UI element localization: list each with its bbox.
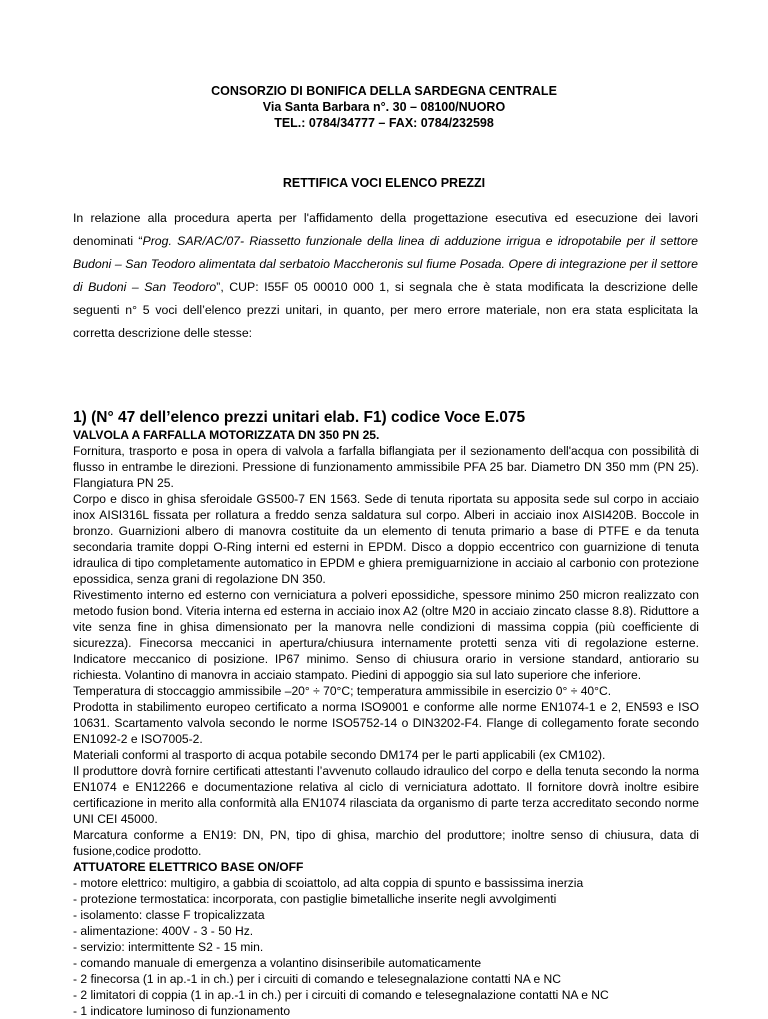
list-item: - 2 limitatori di coppia (1 in ap.-1 in ch.) per i circuiti di comando e telesegnalazione contatti NA e NC [73,988,609,1002]
paragraph: Corpo e disco in ghisa sferoidale GS500-7 EN 1563. Sede di tenuta riportata su apposita sede sul corpo in acciaio inox AISI316L fissata per rollatura a freddo senza saldatura sul corpo. Alberi in acciaio inox AISI420B. Boccole in bronzo. Guarnizioni albero di manovra costituite da un elemento di tenuta primario a base di PTFE e da tenuta secondaria tramite doppi O-Ring interni ed esterni in EPDM. Disco a doppio eccentrico con guarnizione di tenuta idraulica di tipo completamente automatico in EPDM e ghiera premiguarnizione in acciaio al carbonio con protezione epossidica, senza grani di regolazione DN 350. [73,492,699,586]
paragraph: Temperatura di stoccaggio ammissibile –20° ÷ 70°C; temperatura ammissibile in esercizio 0° ÷ 40°C. [73,684,612,698]
intro-text-start: In relazione alla procedura aperta per l'affidamento della progettazione esecutiva ed esecuzione dei lavori denominati “ [73,211,698,248]
list-item: - 2 finecorsa (1 in ap.-1 in ch.) per i circuiti di comando e telesegnalazione contatti NA e NC [73,972,562,986]
paragraph: Marcatura conforme a EN19: DN, PN, tipo di ghisa, marchio del produttore; inoltre senso di chiusura, data di fusione,codice prodotto. [73,828,699,858]
list-item: - alimentazione: 400V - 3 - 50 Hz. [73,924,254,938]
section-body [73,427,699,1019]
document-title: RETTIFICA VOCI ELENCO PREZZI [282,176,486,190]
intro-project-name: Prog. SAR/AC/07- Riassetto funzionale della linea di adduzione irrigua e idropotabile per il settore Budoni – San Teodoro alimentata dal serbatoio Maccheronis sul fiume Posada. Opere di integrazione per il settore di Budoni – San Teodoro [73,234,698,294]
paragraph: Prodotta in stabilimento europeo certificato a norma ISO9001 e conforme alle norme EN1074-1 e 2, EN593 e ISO 10631. Scartamento valvola secondo le norme ISO5752-14 o DIN3202-F4. Flange di collegamento forate secondo EN1092-2 e ISO7005-2. [73,700,699,746]
header-organization: CONSORZIO DI BONIFICA DELLA SARDEGNA CENTRALE [211,84,557,98]
actuator-title: ATTUATORE ELETTRICO BASE ON/OFF [73,860,304,874]
section-heading: 1) (N° 47 dell’elenco prezzi unitari elab. F1) codice Voce E.075 [73,409,526,426]
list-item: - comando manuale di emergenza a volantino disinseribile automaticamente [73,956,482,970]
list-item: - 1 indicatore luminoso di funzionamento [73,1004,291,1018]
list-item: - servizio: intermittente S2 - 15 min. [73,940,264,954]
paragraph: Il produttore dovrà fornire certificati attestanti l’avvenuto collaudo idraulico del corpo e della tenuta secondo la norma EN1074 e EN12266 e documentazione relativa al ciclo di verniciatura adottato. Il fornitore dovrà inoltre esibire certificazione in merito alla conformità alla EN1074 rilasciata da organismo di parte terza accreditato secondo norme UNI CEI 45000. [73,764,699,826]
paragraph: Fornitura, trasporto e posa in opera di valvola a farfalla biflangiata per il sezionamento dell'acqua con possibilità di flusso in entrambe le direzioni. Pressione di funzionamento ammissibile PFA 25 bar. Diametro DN 350 mm (PN 25). Flangiatura PN 25. [73,444,699,490]
header-address: Via Santa Barbara n°. 30 – 08100/NUORO [262,100,506,114]
intro-text-end: ”, CUP: I55F 05 00010 000 1, si segnala che è stata modificata la descrizione delle seguenti n° 5 voci dell’elenco prezzi unitari, in quanto, per mero errore materiale, non era stata esplicitata la corretta descrizione delle stesse: [73,280,698,340]
list-item: - motore elettrico: multigiro, a gabbia di scoiattolo, ad alta coppia di spunto e bassissima inerzia [73,876,584,890]
list-item: - isolamento: classe F tropicalizzata [73,908,265,922]
intro-paragraph [73,207,698,345]
paragraph: Materiali conformi al trasporto di acqua potabile secondo DM174 per le parti applicabili (ex CM102). [73,748,606,762]
item-title: VALVOLA A FARFALLA MOTORIZZATA DN 350 PN 25. [73,428,380,442]
paragraph: Rivestimento interno ed esterno con verniciatura a polveri epossidiche, spessore minimo 250 micron realizzato con metodo fusion bond. Viteria interna ed esterna in acciaio inox A2 (oltre M20 in acciaio zincato classe 8.8). Riduttore a vite senza fine in ghisa dimensionato per la manovra nelle condizioni di massima coppia (più coefficiente di sicurezza). Finecorsa meccanici in apertura/chiusura internamente protetti senza viti di regolazione esterne. Indicatore meccanico di posizione. IP67 minimo. Senso di chiusura orario in versione standard, antiorario su richiesta. Volantino di manovra in acciaio stampato. Piedini di appoggio sia sul lato superiore che inferiore. [73,588,699,682]
header-contacts: TEL.: 0784/34777 – FAX: 0784/232598 [274,116,494,130]
list-item: - protezione termostatica: incorporata, con pastiglie bimetalliche inserite negli avvolgimenti [73,892,557,906]
